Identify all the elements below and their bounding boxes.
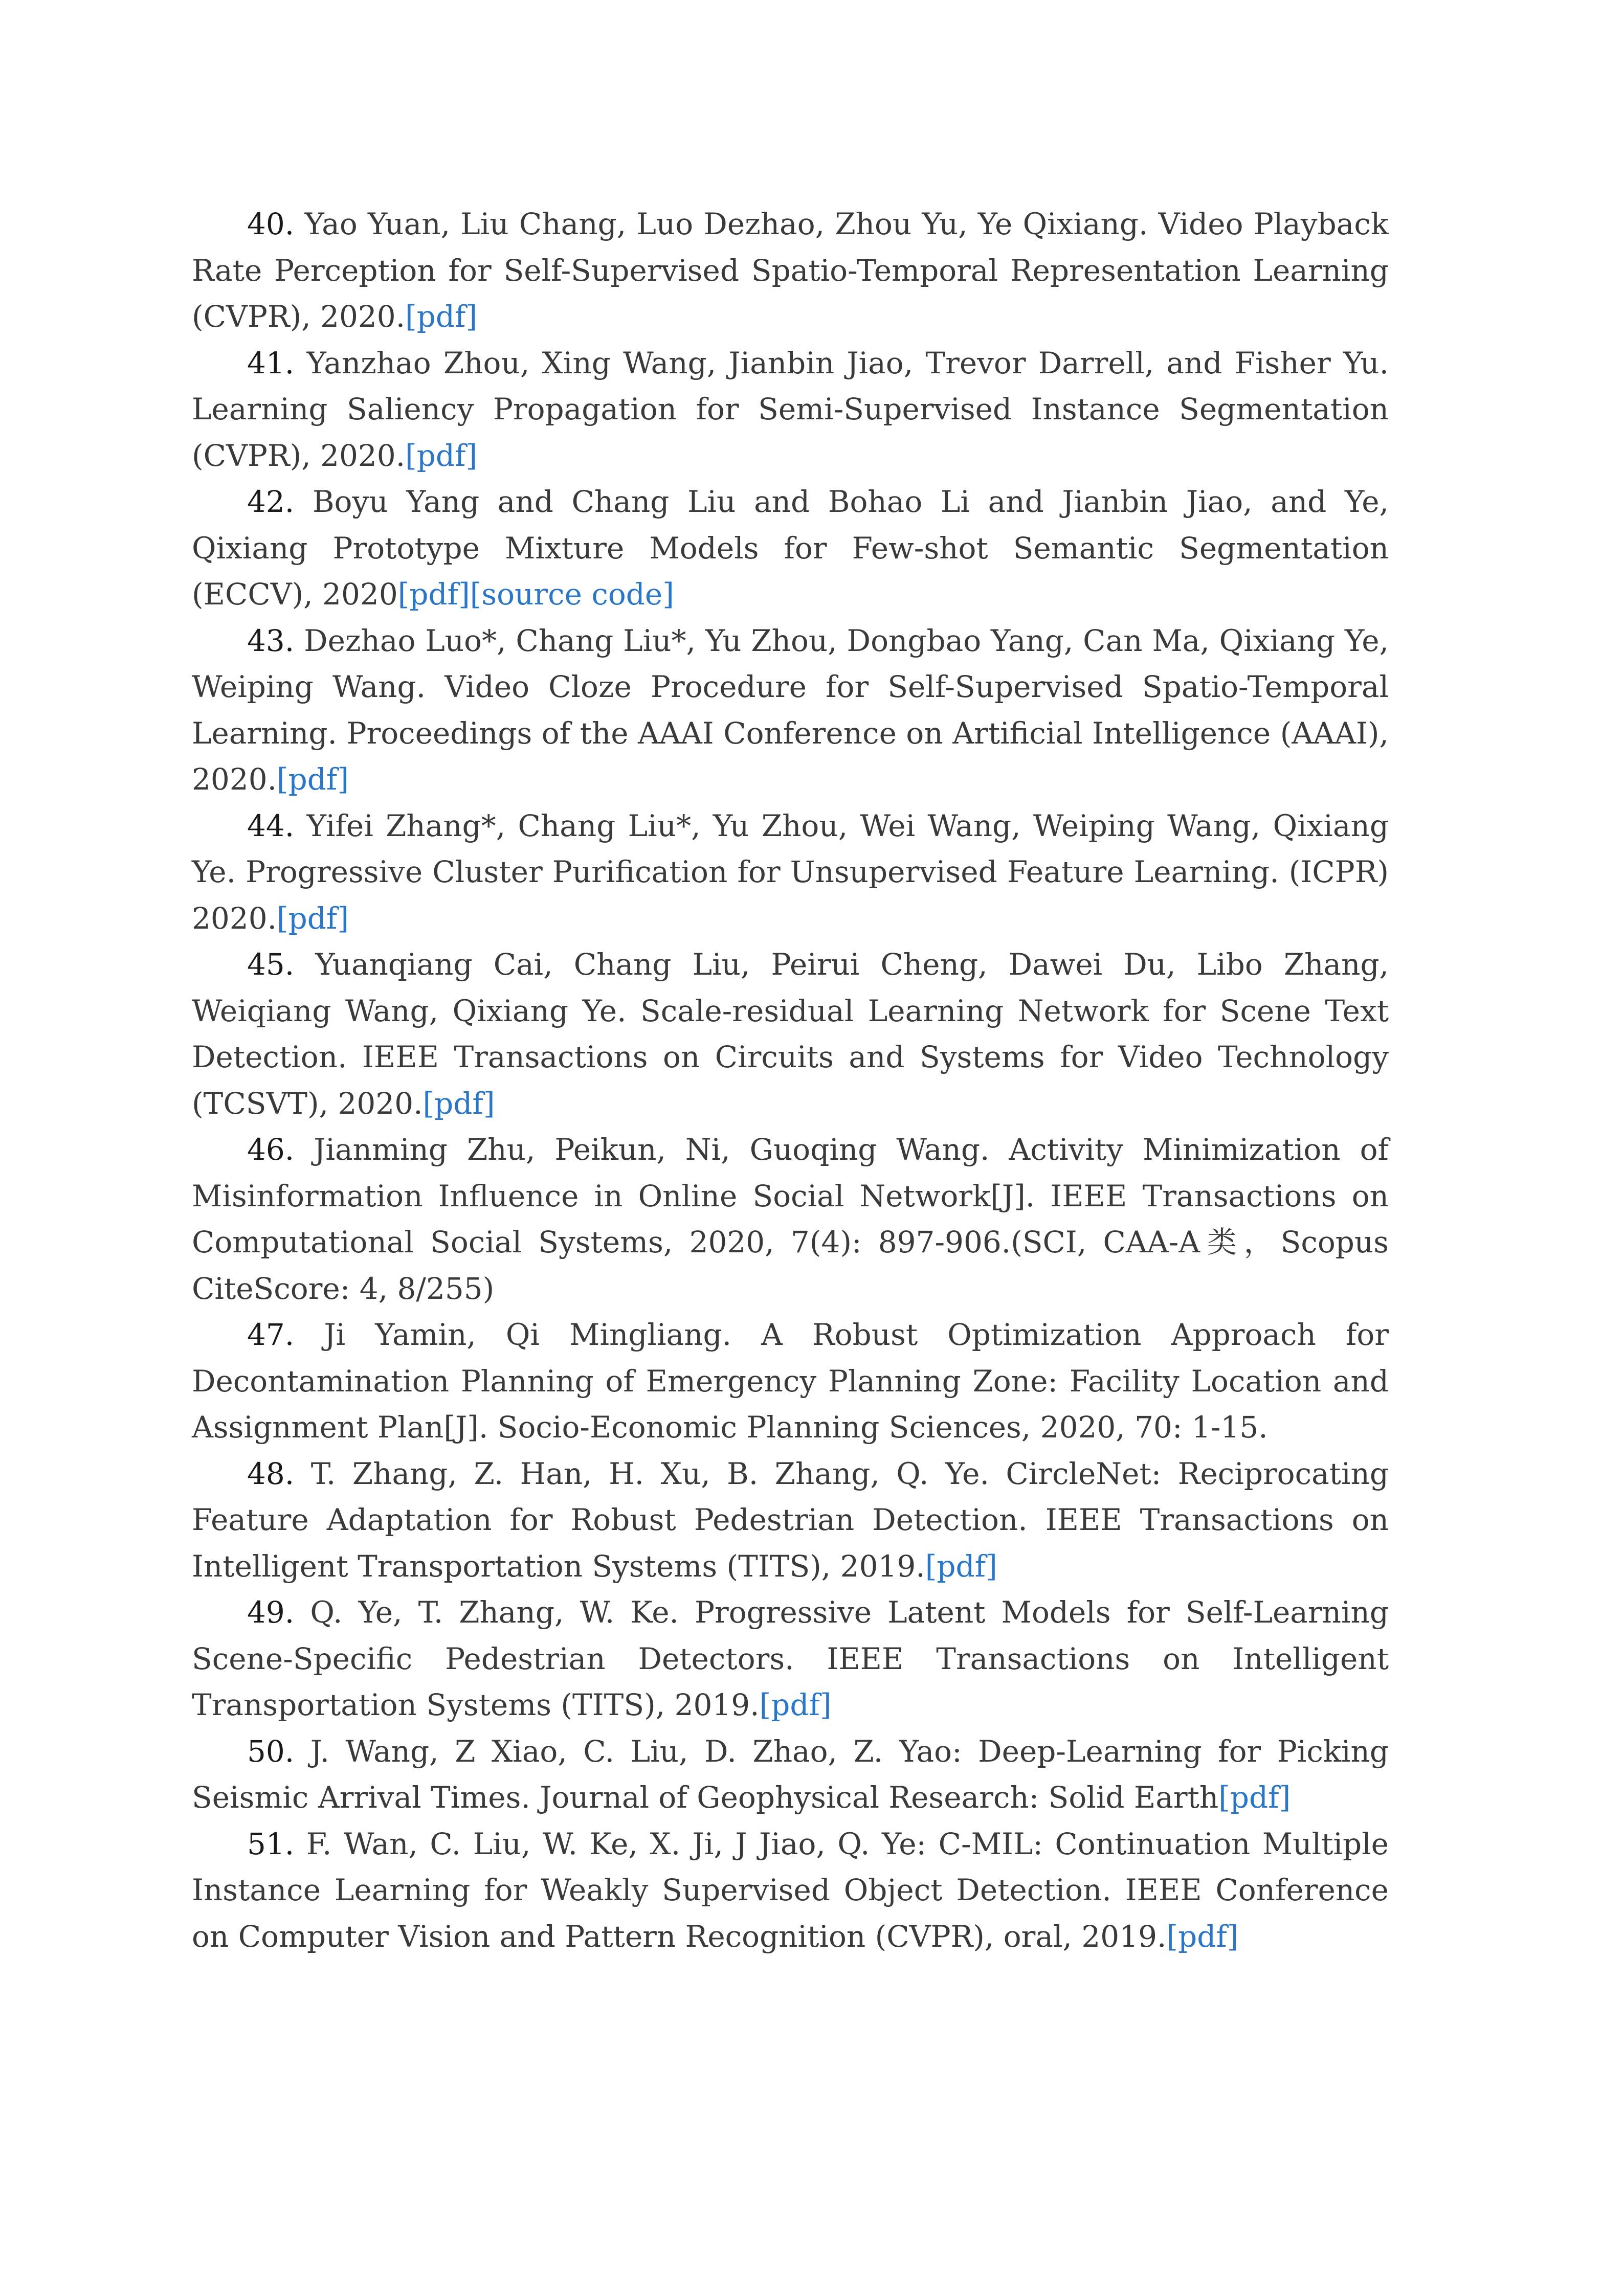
pdf-link[interactable]: [pdf]: [405, 299, 478, 334]
reference-entry: [192, 803, 1389, 942]
pdf-link[interactable]: [pdf]: [1166, 1919, 1239, 1954]
entry-number: 49.: [247, 1595, 295, 1630]
pdf-link[interactable]: [pdf]: [397, 577, 470, 612]
pdf-link[interactable]: [pdf]: [277, 901, 349, 936]
reference-entry: [192, 618, 1389, 803]
entry-citation: Yuanqiang Cai, Chang Liu, Peirui Cheng, Dawei Du, Libo Zhang, Weiqiang Wang, Qixiang Ye. Scale-residual Learning Network for Scene Text Detection. IEEE Transactions on Circuits and Systems for Video Technology (TCSVT), 2020.: [192, 947, 1389, 1121]
pdf-link[interactable]: [pdf]: [277, 762, 349, 797]
pdf-link[interactable]: [pdf]: [759, 1687, 832, 1722]
entry-number: 45.: [247, 947, 295, 982]
entry-number: 51.: [247, 1826, 295, 1861]
reference-entry: [192, 1728, 1389, 1821]
reference-entry: [192, 941, 1389, 1127]
entry-number: 44.: [247, 808, 295, 843]
entry-citation: Q. Ye, T. Zhang, W. Ke. Progressive Latent Models for Self-Learning Scene-Specific Pedestrian Detectors. IEEE Transactions on Intelligent Transportation Systems (TITS), 2019.: [192, 1595, 1389, 1722]
entry-number: 50.: [247, 1734, 295, 1769]
entry-number: 41.: [247, 345, 295, 380]
entry-citation: F. Wan, C. Liu, W. Ke, X. Ji, J Jiao, Q. Ye: C-MIL: Continuation Multiple Instance Learning for Weakly Supervised Object Detection. IEEE Conference on Computer Vision and Pattern Recognition (CVPR), oral, 2019.: [192, 1826, 1389, 1954]
entry-number: 47.: [247, 1317, 295, 1352]
pdf-link[interactable]: [pdf]: [1218, 1780, 1291, 1815]
reference-entry: [192, 1821, 1389, 1960]
entry-number: 46.: [247, 1132, 295, 1167]
entry-number: 43.: [247, 623, 295, 658]
reference-entry: [192, 340, 1389, 479]
entry-number: 42.: [247, 484, 295, 519]
entry-citation: Dezhao Luo*, Chang Liu*, Yu Zhou, Dongbao Yang, Can Ma, Qixiang Ye, Weiping Wang. Video Cloze Procedure for Self-Supervised Spatio-Temporal Learning. Proceedings of the AAAI Conference on Artificial Intelligence (AAAI), 2020.: [192, 623, 1389, 797]
reference-entry: [192, 201, 1389, 340]
reference-entry: [192, 479, 1389, 618]
reference-entry: [192, 1589, 1389, 1728]
entry-number: 40.: [247, 207, 295, 241]
reference-entry: [192, 1312, 1389, 1451]
entry-citation: Boyu Yang and Chang Liu and Bohao Li and Jianbin Jiao, and Ye, Qixiang Prototype Mixture Models for Few-shot Semantic Segmentation (ECCV), 2020: [192, 484, 1389, 612]
entry-citation: Yao Yuan, Liu Chang, Luo Dezhao, Zhou Yu, Ye Qixiang. Video Playback Rate Perception for Self-Supervised Spatio-Temporal Representation Learning (CVPR), 2020.: [192, 207, 1389, 334]
entry-citation: Yanzhao Zhou, Xing Wang, Jianbin Jiao, Trevor Darrell, and Fisher Yu. Learning Saliency Propagation for Semi-Supervised Instance Segmentation (CVPR), 2020.: [192, 345, 1389, 473]
entry-citation: J. Wang, Z Xiao, C. Liu, D. Zhao, Z. Yao: Deep-Learning for Picking Seismic Arrival Times. Journal of Geophysical Research: Solid Earth: [192, 1734, 1389, 1815]
pdf-link[interactable]: [pdf]: [925, 1548, 997, 1584]
reference-entry: [192, 1451, 1389, 1590]
reference-entry: [192, 1127, 1389, 1312]
pdf-link[interactable]: [pdf]: [422, 1086, 495, 1121]
entry-citation: T. Zhang, Z. Han, H. Xu, B. Zhang, Q. Ye. CircleNet: Reciprocating Feature Adaptation for Robust Pedestrian Detection. IEEE Transactions on Intelligent Transportation Systems (TITS), 2019.: [192, 1456, 1389, 1584]
entry-citation: Yifei Zhang*, Chang Liu*, Yu Zhou, Wei Wang, Weiping Wang, Qixiang Ye. Progressive Cluster Purification for Unsupervised Feature Learning. (ICPR) 2020.: [192, 808, 1389, 936]
entry-citation: Jianming Zhu, Peikun, Ni, Guoqing Wang. Activity Minimization of Misinformation Influence in Online Social Network[J]. IEEE Transactions on Computational Social Systems, 2020, 7(4): 897-906.(SCI, CAA-A类，Scopus CiteScore: 4, 8/255): [192, 1132, 1389, 1306]
entry-number: 48.: [247, 1456, 295, 1491]
reference-list: [192, 201, 1389, 1960]
source-code-link[interactable]: [source code]: [470, 577, 674, 612]
pdf-link[interactable]: [pdf]: [405, 438, 478, 473]
entry-citation: Ji Yamin, Qi Mingliang. A Robust Optimization Approach for Decontamination Planning of Emergency Planning Zone: Facility Location and Assignment Plan[J]. Socio-Economic Planning Sciences, 2020, 70: 1-15.: [192, 1317, 1389, 1445]
